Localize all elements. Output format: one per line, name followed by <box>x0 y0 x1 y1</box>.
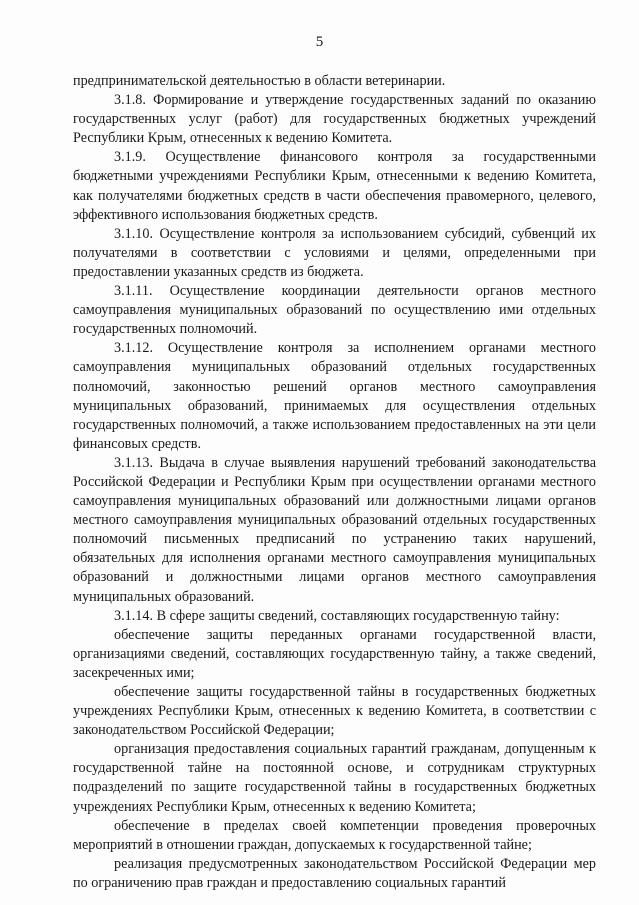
list-item-verification-measures: обеспечение в пределах своей компетенции проведения проверочных мероприятий в отношении граждан, допускаемых к государственной тайне; <box>73 817 596 853</box>
paragraph-3-1-13: 3.1.13. Выдача в случае выявления нарушений требований законодательства Российской Федерации и Республики Крым при осуществлении органами местного самоуправления муниципальных образований или должностными лицами органов местного самоуправления муниципальных образований отдельных государственных полномочий письменных предписаний по устранению таких нарушений, обязательных для исполнения органами местного самоуправления муниципальных образований и должностными лицами органов местного самоуправления муниципальных образований. <box>73 454 596 605</box>
paragraph-continuation: предпринимательской деятельностью в области ветеринарии. <box>73 73 446 89</box>
page-number: 5 <box>315 34 324 50</box>
document-body <box>73 72 596 893</box>
paragraph-3-1-11: 3.1.11. Осуществление координации деятельности органов местного самоуправления муниципальных образований по осуществлению ими отдельных государственных полномочий. <box>73 283 596 338</box>
list-item-state-secret-protection: обеспечение защиты государственной тайны в государственных бюджетных учреждениях Республики Крым, отнесенных к ведению Комитета, в соответствии с законодательством Российской Федерации; <box>73 684 596 739</box>
paragraph-3-1-9: 3.1.9. Осуществление финансового контроля за государственными бюджетными учреждениями Республики Крым, отнесенными к ведению Комитета, как получателями бюджетных средств в части обеспечения правомерного, целевого, эффективного использования бюджетных средств. <box>73 149 596 223</box>
list-item-social-guarantees: организация предоставления социальных гарантий гражданам, допущенным к государственной тайне на постоянной основе, и сотрудникам структурных подразделений по защите государственной тайны в государственных бюджетных учреждениях Республики Крым, отнесенных к ведению Комитета; <box>73 741 596 815</box>
paragraph-3-1-12: 3.1.12. Осуществление контроля за исполнением органами местного самоуправления муниципальных образований отдельных государственных полномочий, законностью решений органов местного самоуправления муниципальных образований, принимаемых для осуществления отдельных государственных полномочий, а также использованием предоставленных на эти цели финансовых средств. <box>73 340 596 452</box>
list-item-rights-restriction: реализация предусмотренных законодательством Российской Федерации мер по ограничению прав граждан и предоставлению социальных гарантий <box>73 855 596 891</box>
paragraph-3-1-8: 3.1.8. Формирование и утверждение государственных заданий по оказанию государственных услуг (работ) для государственных бюджетных учреждений Республики Крым, отнесенных к ведению Комитета. <box>73 92 596 147</box>
paragraph-3-1-14: 3.1.14. В сфере защиты сведений, составляющих государственную тайну: <box>114 607 560 624</box>
list-item-secret-protection: обеспечение защиты переданных органами государственной власти, организациями сведений, составляющих государственную тайну, а также сведений, засекреченных ими; <box>73 626 596 681</box>
paragraph-3-1-10: 3.1.10. Осуществление контроля за использованием субсидий, субвенций их получателями в соответствии с условиями и целями, определенными при предоставлении указанных средств из бюджета. <box>73 225 596 280</box>
